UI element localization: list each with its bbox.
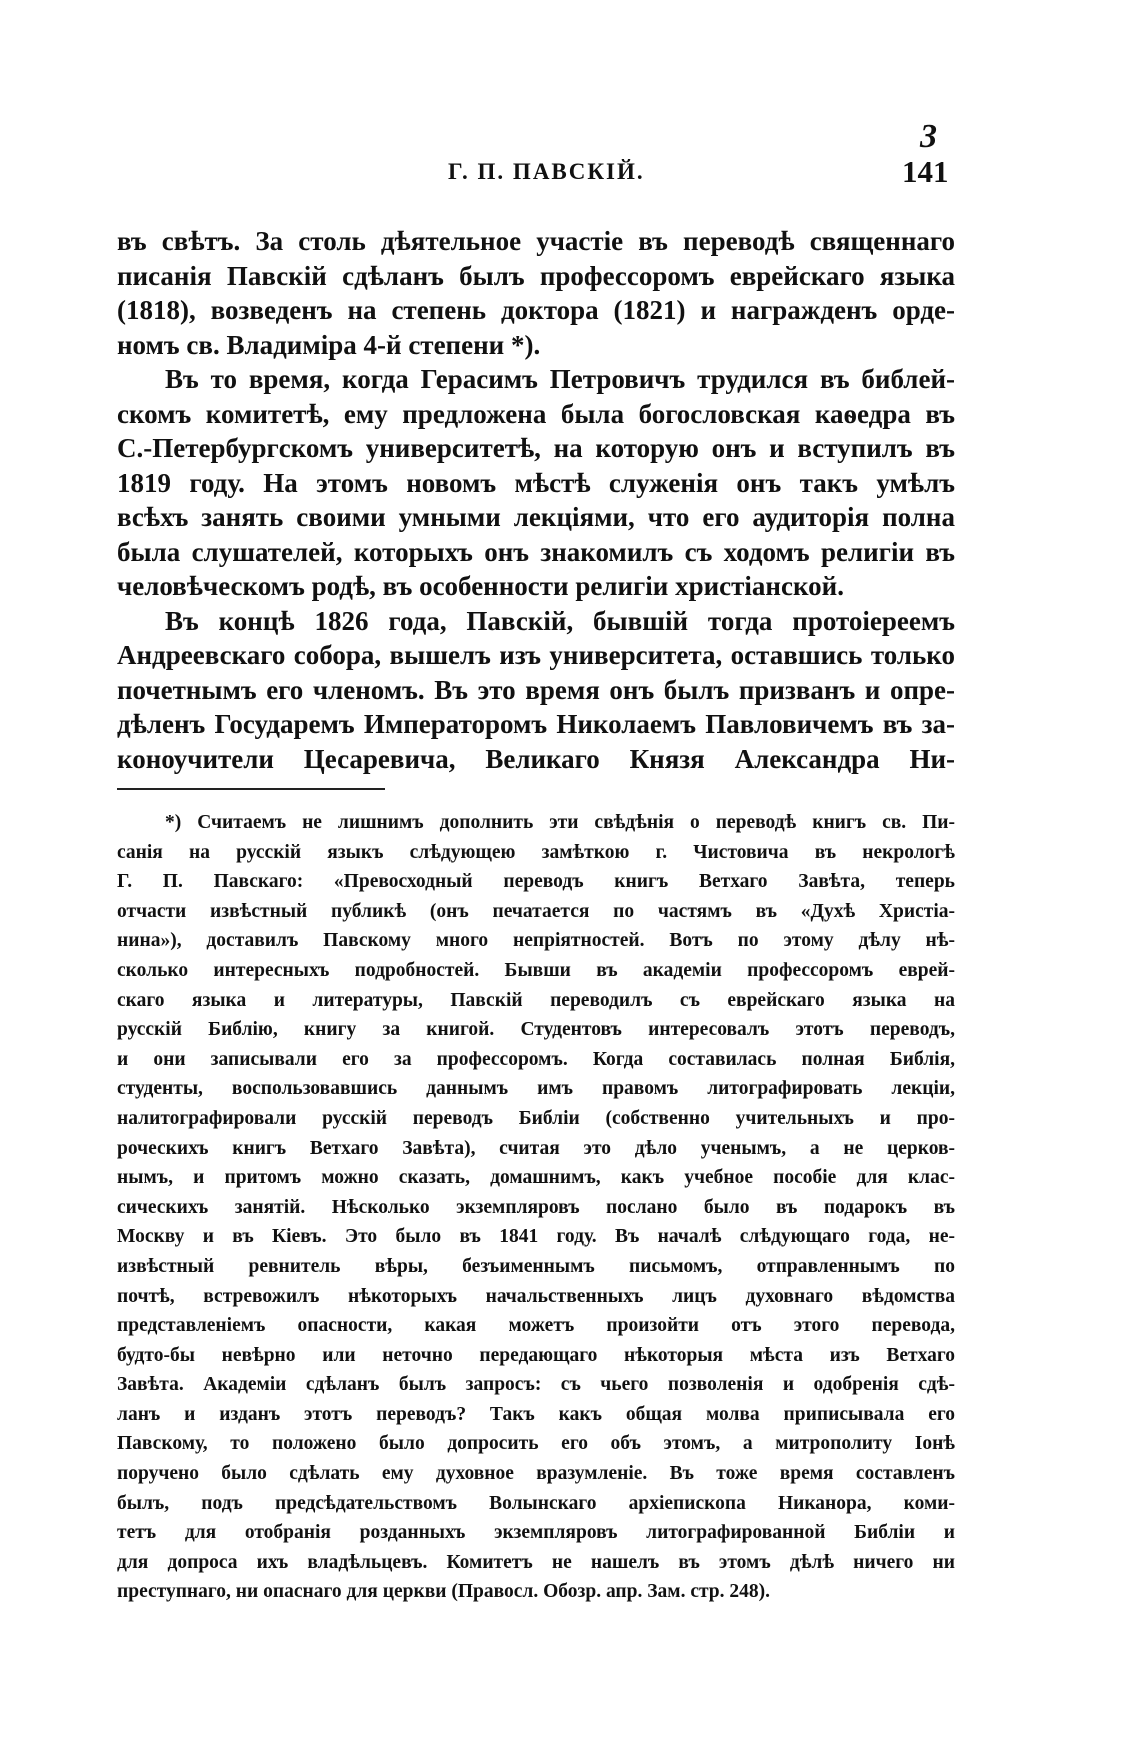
text-line: номъ св. Владиміра 4-й степени *). — [117, 329, 541, 360]
text-line: была слушателей, которыхъ онъ знакомилъ съ ходомъ религіи въ — [117, 536, 955, 567]
footnote-line: извѣстный ревнитель вѣры, безъименнымъ письмомъ, отправленнымъ по — [117, 1255, 955, 1277]
text-line: Андреевскаго собора, вышелъ изъ университета, оставшись только — [117, 640, 955, 670]
footnote-line: для допроса ихъ владѣльцевъ. Комитетъ не нашелъ въ этомъ дѣлѣ ничего ни — [117, 1551, 955, 1573]
footnote-divider — [117, 788, 385, 790]
footnote-line: налитографировали русскій переводъ Библіи (собственно учительныхъ и про- — [117, 1107, 955, 1129]
footnote-line: Г. П. Павскаго: «Превосходный переводъ книгъ Ветхаго Завѣта, теперь — [117, 871, 955, 893]
text-line: (1818), возведенъ на степень доктора (1821) и награжденъ орде- — [117, 295, 955, 325]
footnote-line: русскій Библію, книгу за книгой. Студентовъ интересовалъ этотъ переводъ, — [117, 1019, 955, 1041]
text-line: коноучители Цесаревича, Великаго Князя Александра Ни- — [117, 743, 955, 774]
footnote-line: Москву и въ Кіевъ. Это было въ 1841 году. Въ началѣ слѣдующаго года, не- — [117, 1226, 955, 1248]
footnote — [117, 808, 955, 1607]
footnote-line: тетъ для отобранія розданныхъ экземпляровъ литографированной Библіи и — [117, 1522, 955, 1544]
text-line: Въ то время, когда Герасимъ Петровичъ трудился въ библей- — [165, 364, 955, 394]
text-line: 1819 году. На этомъ новомъ мѣстѣ служенія онъ такъ умѣлъ — [117, 467, 955, 498]
footnote-line: былъ, подъ предсѣдательствомъ Волынскаго архіепископа Никанора, коми- — [117, 1492, 955, 1514]
footnote-line: почтѣ, встревожилъ нѣкоторыхъ начальственныхъ лицъ духовнаго вѣдомства — [117, 1285, 955, 1307]
text-line: человѣческомъ родѣ, въ особенности религіи христіанской. — [117, 571, 844, 601]
handwritten-page-number: 3 — [920, 118, 937, 155]
footnote-line: Завѣта. Академіи сдѣланъ былъ запросъ: съ чьего позволенія и одобренія сдѣ- — [117, 1374, 955, 1396]
footnote-line: представленіемъ опасности, какая можетъ произойти отъ этого перевода, — [117, 1315, 955, 1337]
footnote-line: роческихъ книгъ Ветхаго Завѣта), считая это дѣло ученымъ, а не церков- — [117, 1137, 955, 1159]
footnote-line: нымъ, и притомъ можно сказать, домашнимъ, какъ учебное пособіе для клас- — [117, 1167, 955, 1189]
footnote-line: поручено было сдѣлать ему духовное вразумленіе. Въ тоже время составленъ — [117, 1463, 955, 1485]
footnote-line: *) Считаемъ не лишнимъ дополнить эти свѣдѣнія о переводѣ книгъ св. Пи- — [165, 812, 955, 833]
footnote-line: скаго языка и литературы, Павскій переводилъ съ еврейскаго языка на — [117, 989, 955, 1011]
footnote-line: студенты, воспользовавшись даннымъ имъ правомъ литографировать лекціи, — [117, 1078, 955, 1100]
text-line: почетнымъ его членомъ. Въ это время онъ былъ призванъ и опре- — [117, 674, 955, 705]
footnote-line: сическихъ занятій. Нѣсколько экземпляровъ послано было въ подарокъ въ — [117, 1196, 955, 1218]
footnote-line: нина»), доставилъ Павскому много непріятностей. Вотъ по этому дѣлу нѣ- — [117, 930, 955, 952]
footnote-line: Павскому, то положено было допросить его объ этомъ, а митрополиту Іонѣ — [117, 1433, 955, 1455]
footnote-line: санія на русскій языкъ слѣдующею замѣткою г. Чистовича въ некрологѣ — [117, 841, 955, 863]
text-line: въ свѣтъ. За столь дѣятельное участіе въ переводѣ священнаго — [117, 226, 955, 256]
footnote-line: и они записывали его за профессоромъ. Когда составилась полная Библія, — [117, 1048, 955, 1070]
text-line: писанія Павскій сдѣланъ былъ профессоромъ еврейскаго языка — [117, 260, 955, 291]
text-line: С.-Петербургскомъ университетѣ, на которую онъ и вступилъ въ — [117, 433, 955, 463]
text-line: дѣленъ Государемъ Императоромъ Николаемъ Павловичемъ въ за- — [117, 709, 955, 739]
text-line: Въ концѣ 1826 года, Павскій, бывшій тогда протоіереемъ — [165, 605, 955, 636]
text-line: скомъ комитетѣ, ему предложена была богословская каѳедра въ — [117, 398, 955, 429]
footnote-line: отчасти извѣстный публикѣ (онъ печатается по частямъ въ «Духѣ Христіа- — [117, 900, 955, 922]
page-number: 141 — [902, 154, 949, 189]
text-line: всѣхъ занять своими умными лекціями, что его аудиторія полна — [117, 502, 955, 532]
footnote-line: преступнаго, ни опаснаго для церкви (Правосл. Обозр. апр. Зам. стр. 248). — [117, 1581, 771, 1603]
main-text — [117, 224, 955, 776]
footnote-line: ланъ и изданъ этотъ переводъ? Такъ какъ общая молва приписывала его — [117, 1403, 955, 1425]
running-title: Г. П. ПАВСКІЙ. — [448, 159, 645, 184]
footnote-line: будто-бы невѣрно или неточно передающаго нѣкоторыя мѣста изъ Ветхаго — [117, 1344, 955, 1366]
footnote-line: сколько интересныхъ подробностей. Бывши въ академіи профессоромъ еврей- — [117, 959, 955, 981]
